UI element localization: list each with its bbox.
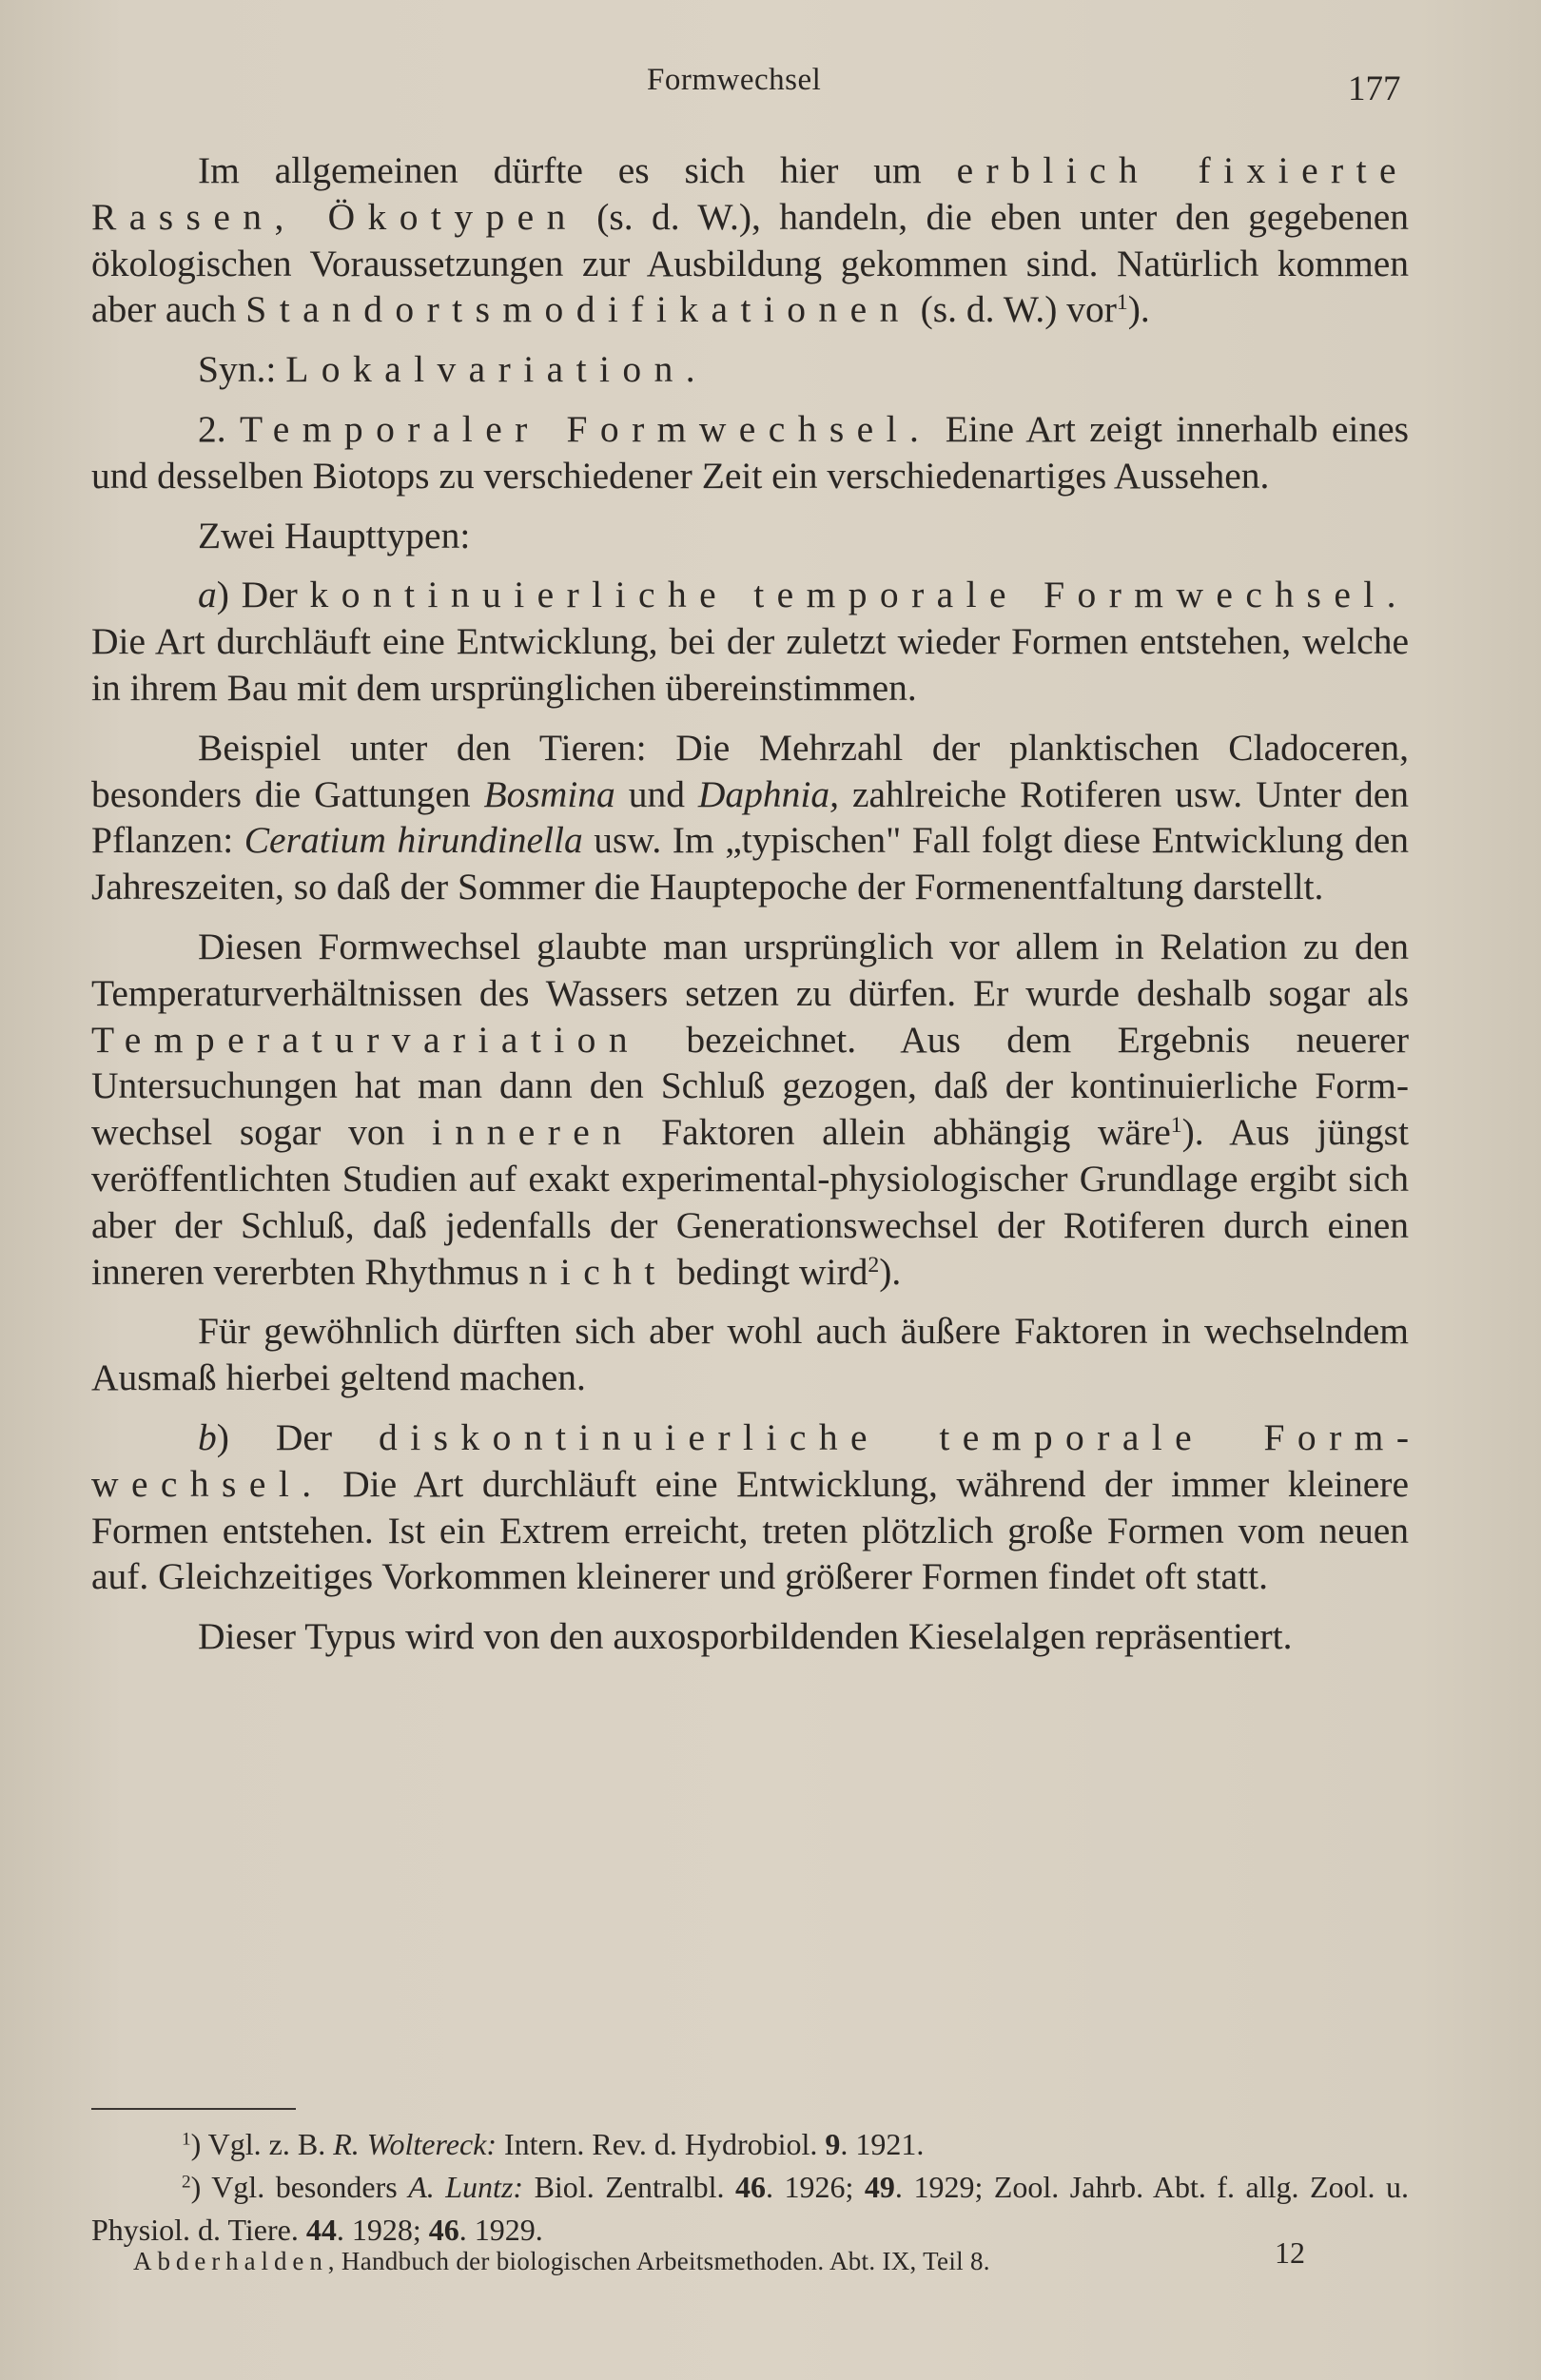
paragraph-type-b	[91, 1414, 1409, 1600]
spaced-emphasis: erblich fixierte Rassen, Ökotypen	[91, 149, 1409, 238]
spaced-emphasis: kontinuierliche temporale Formwechsel.	[309, 574, 1409, 616]
volume-number: 46	[428, 2213, 459, 2247]
text-run: Biol. Zentralbl.	[523, 2170, 735, 2204]
volume-number: 49	[864, 2170, 895, 2204]
text-run: Die Art durchläuft eine Entwicklung, während der immer kleinere Formen entstehen. Ist ein Extrem erreicht, treten plötzlich große Formen vom neuen auf. Gleichzeitiges Vorkommen kleinerer und größerer Formen findet oft statt.	[91, 1462, 1409, 1598]
footnote-ref: 1	[1116, 290, 1128, 316]
author-name: A. Luntz:	[408, 2170, 524, 2204]
footnote-1	[91, 2123, 1409, 2166]
spaced-emphasis: Lokalvariation.	[285, 348, 709, 391]
spaced-emphasis: Standortsmodifikationen	[245, 288, 911, 331]
paragraph-oekotypen	[91, 147, 1409, 333]
text-run: ).	[1127, 288, 1150, 331]
text-run: ) Vgl. besonders	[190, 2170, 409, 2204]
page-footer	[133, 2247, 990, 2276]
footnote-2	[91, 2166, 1409, 2252]
text-run: ). Aus jüngst veröffentlichten Studien auf exakt experimental-physiologischer Grundlage ergibt sich aber der Schluß, daß jedenfalls der Generationswechsel der Rotiferen durch einen inneren vererbten Rhythmus	[91, 1111, 1409, 1293]
text-run: bedingt wird	[667, 1250, 868, 1293]
text-run: ) Der	[216, 574, 310, 616]
text-run: . 1929.	[458, 2213, 543, 2247]
paragraph-type-a	[91, 572, 1409, 711]
volume-number: 9	[825, 2127, 841, 2161]
text-run: usw. Im „typischen" Fall folgt diese Entwicklung den Jahreszeiten, so daß der Sommer die Hauptepoche der Formenentfaltung darstellt.	[91, 819, 1409, 908]
text-run: . 1928;	[336, 2213, 429, 2247]
text-run: Die Art durchläuft eine Entwicklung, bei der zuletzt wieder Formen entstehen, welche in ihrem Bau mit dem ursprünglichen übereinstimmen.	[91, 620, 1409, 709]
footer-citation: , Handbuch der biologischen Arbeitsmethoden. Abt. IX, Teil 8.	[327, 2247, 990, 2275]
spaced-emphasis: Temperaturvariation	[91, 1018, 641, 1061]
text-run: . 1926;	[766, 2170, 865, 2204]
main-text	[91, 147, 1409, 1673]
author-name: R. Woltereck:	[333, 2127, 497, 2161]
spaced-emphasis: nicht	[528, 1250, 668, 1293]
text-run: Beispiel unter den Tieren: Die Mehrzahl der planktischen Cladoceren, besonders die Gattungen	[91, 726, 1409, 815]
taxon-name: Bosmina	[483, 772, 615, 815]
page-number: 177	[1348, 69, 1401, 108]
spaced-emphasis: diskontinuierliche temporale Formwechsel.	[91, 1415, 1409, 1505]
text-run: Faktoren allein abhängig wäre	[634, 1111, 1171, 1154]
text-run: (s. d. W.), handeln, die eben unter den gegebenen ökologischen Voraussetzungen zur Ausbildung gekommen sind. Natürlich kommen aber auch	[91, 195, 1409, 331]
text-run: und	[614, 772, 698, 815]
list-letter: a	[198, 574, 217, 616]
text-run: Diesen Formwechsel glaubte man ursprünglich vor allem in Relation zu den Temperaturverhältnissen des Wassers setzen zu dürfen. Er wurde deshalb sogar als	[91, 925, 1409, 1014]
footnotes	[91, 2123, 1409, 2252]
spaced-emphasis: Temporaler Formwechsel.	[239, 407, 932, 450]
paragraph-external-factors: Für gewöhnlich dürften sich aber wohl auch äußere Faktoren in wechselndem Ausmaß hierbei geltend machen.	[91, 1310, 1409, 1399]
taxon-name: Daphnia,	[697, 772, 840, 815]
text-run: ) Vgl. z. B.	[190, 2127, 334, 2161]
paragraph-temperature	[91, 924, 1409, 1295]
text-run: bezeichnet. Aus dem Ergebnis neuerer Untersuchungen hat man dann den Schluß gezogen, daß der kontinuierliche Formwechsel sogar von	[91, 1018, 1409, 1154]
paragraph-diatoms: Dieser Typus wird von den auxosporbildenden Kieselalgen repräsentiert.	[198, 1615, 1293, 1658]
footnote-ref: 1	[1170, 1113, 1182, 1139]
section-number: 2.	[198, 407, 240, 450]
text-run: Syn.:	[198, 348, 286, 391]
text-run: ) Der	[216, 1415, 380, 1458]
footnote-ref: 2	[868, 1252, 880, 1278]
paragraph-temporal-heading	[91, 406, 1409, 499]
volume-number: 46	[735, 2170, 766, 2204]
paragraph-examples	[91, 725, 1409, 910]
text-run: ).	[879, 1250, 902, 1293]
running-title: Formwechsel	[647, 63, 822, 97]
text-run: zahlreiche Rotiferen usw. Unter den Pflanzen:	[91, 772, 1409, 862]
text-run: . 1921.	[840, 2127, 925, 2161]
spaced-emphasis: inneren	[432, 1111, 634, 1154]
taxon-name: Ceratium hirundinella	[244, 819, 583, 862]
signature-mark: 12	[1275, 2235, 1305, 2270]
text-run: . 1929; Zool. Jahrb. Abt. f. allg. Zool. u. Physiol. d. Tiere.	[91, 2170, 1409, 2247]
list-letter: b	[198, 1415, 217, 1458]
footnote-divider	[91, 2108, 296, 2110]
text-run: (s. d. W.) vor	[910, 288, 1117, 331]
volume-number: 44	[305, 2213, 337, 2247]
paragraph-two-types: Zwei Haupttypen:	[198, 514, 471, 556]
paragraph-synonym	[91, 346, 1409, 393]
page-header	[0, 55, 1541, 112]
text-run: Im allgemeinen dürfte es sich hier um	[198, 149, 957, 191]
footnote-mark: 2	[182, 2172, 191, 2193]
text-run: Intern. Rev. d. Hydrobiol.	[497, 2127, 826, 2161]
footnote-mark: 1	[182, 2129, 191, 2150]
footer-author: Abderhalden	[133, 2247, 328, 2275]
text-run: Eine Art zeigt innerhalb eines und desselben Biotops zu verschiedener Zeit ein verschiedenartiges Aussehen.	[91, 407, 1409, 497]
